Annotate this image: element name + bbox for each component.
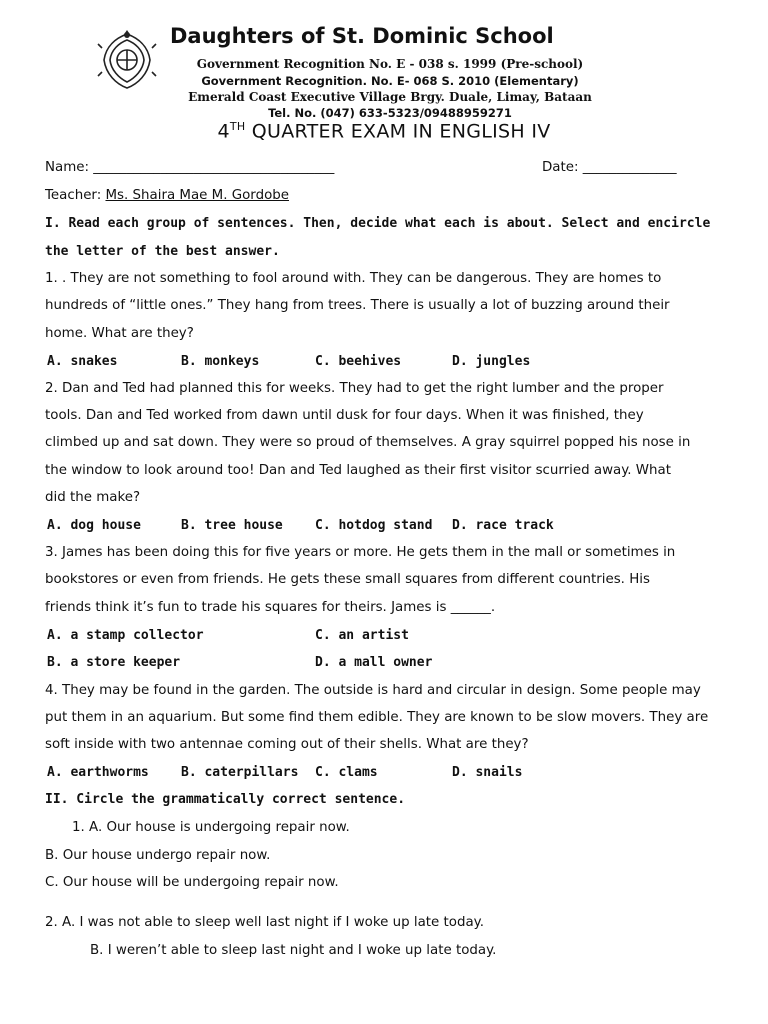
teacher-name: Ms. Shaira Mae M. Gordobe (105, 188, 289, 203)
q3-option-d: D. a mall owner (315, 655, 433, 670)
question-2-text: 2. Dan and Ted had planned this for weeks. They had to get the right lumber and the proper (45, 381, 664, 396)
question-2-text: did the make? (45, 490, 141, 505)
question-1-text: home. What are they? (45, 326, 194, 341)
question-2-text: tools. Dan and Ted worked from dawn until dusk for four days. When it was finished, they (45, 408, 644, 423)
q2-option-a: A. dog house (47, 518, 141, 533)
q2-option-d: D. race track (452, 518, 554, 533)
q3-option-c: C. an artist (315, 628, 409, 643)
exam-title: 4TH QUARTER EXAM IN ENGLISH IV (217, 120, 551, 143)
question-3-text: friends think it’s fun to trade his squares for theirs. James is ______. (45, 600, 496, 615)
question-3-text: bookstores or even from friends. He gets these small squares from different countries. His (45, 572, 650, 587)
q1-option-d: D. jungles (452, 354, 531, 369)
question-4-text: put them in an aquarium. But some find them edible. They are known to be slow movers. They are (45, 710, 709, 725)
q1-option-a: A. snakes (47, 354, 118, 369)
school-telephone: Tel. No. (047) 633-5323/09488959271 (268, 106, 512, 120)
part2-q1-option-c: C. Our house will be undergoing repair now. (45, 875, 339, 890)
recognition-elementary: Government Recognition. No. E- 068 S. 2010 (Elementary) (201, 74, 579, 88)
q2-option-c: C. hotdog stand (315, 518, 433, 533)
q4-option-d: D. snails (452, 765, 523, 780)
school-address: Emerald Coast Executive Village Brgy. Duale, Limay, Bataan (188, 90, 592, 104)
school-seal-logo (96, 30, 158, 92)
q4-option-c: C. clams (315, 765, 378, 780)
q1-option-c: C. beehives (315, 354, 402, 369)
question-2-text: the window to look around too! Dan and Ted laughed as their first visitor scurried away. What (45, 463, 671, 478)
question-4-text: 4. They may be found in the garden. The outside is hard and circular in design. Some people may (45, 683, 701, 698)
part2-instruction: II. Circle the grammatically correct sentence. (45, 792, 406, 807)
q3-option-a: A. a stamp collector (47, 628, 204, 643)
part1-instruction: I. Read each group of sentences. Then, decide what each is about. Select and encircle (45, 216, 711, 231)
q2-option-b: B. tree house (181, 518, 283, 533)
part2-q1-option-a: 1. A. Our house is undergoing repair now. (72, 820, 350, 835)
question-4-text: soft inside with two antennae coming out of their shells. What are they? (45, 737, 529, 752)
school-name: Daughters of St. Dominic School (170, 24, 554, 48)
q4-option-b: B. caterpillars (181, 765, 299, 780)
part2-q2-option-b: B. I weren’t able to sleep last night and I woke up late today. (90, 943, 497, 958)
part2-q2-option-a: 2. A. I was not able to sleep well last night if I woke up late today. (45, 915, 484, 930)
q3-option-b: B. a store keeper (47, 655, 181, 670)
question-2-text: climbed up and sat down. They were so proud of themselves. A gray squirrel popped his nose in (45, 435, 691, 450)
question-1-text: hundreds of “little ones.” They hang from trees. There is usually a lot of buzzing around their (45, 298, 670, 313)
part2-q1-option-b: B. Our house undergo repair now. (45, 848, 271, 863)
part1-instruction-cont: the letter of the best answer. (45, 244, 280, 259)
date-field: Date: ______________ (542, 160, 677, 175)
question-3-text: 3. James has been doing this for five years or more. He gets them in the mall or sometimes in (45, 545, 676, 560)
recognition-preschool: Government Recognition No. E - 038 s. 1999 (Pre-school) (196, 57, 584, 71)
question-1-text: 1. . They are not something to fool around with. They can be dangerous. They are homes to (45, 271, 662, 286)
q4-option-a: A. earthworms (47, 765, 149, 780)
teacher-line: Teacher: Ms. Shaira Mae M. Gordobe (45, 188, 289, 203)
q1-option-b: B. monkeys (181, 354, 260, 369)
name-field: Name: ____________________________________ (45, 160, 335, 175)
